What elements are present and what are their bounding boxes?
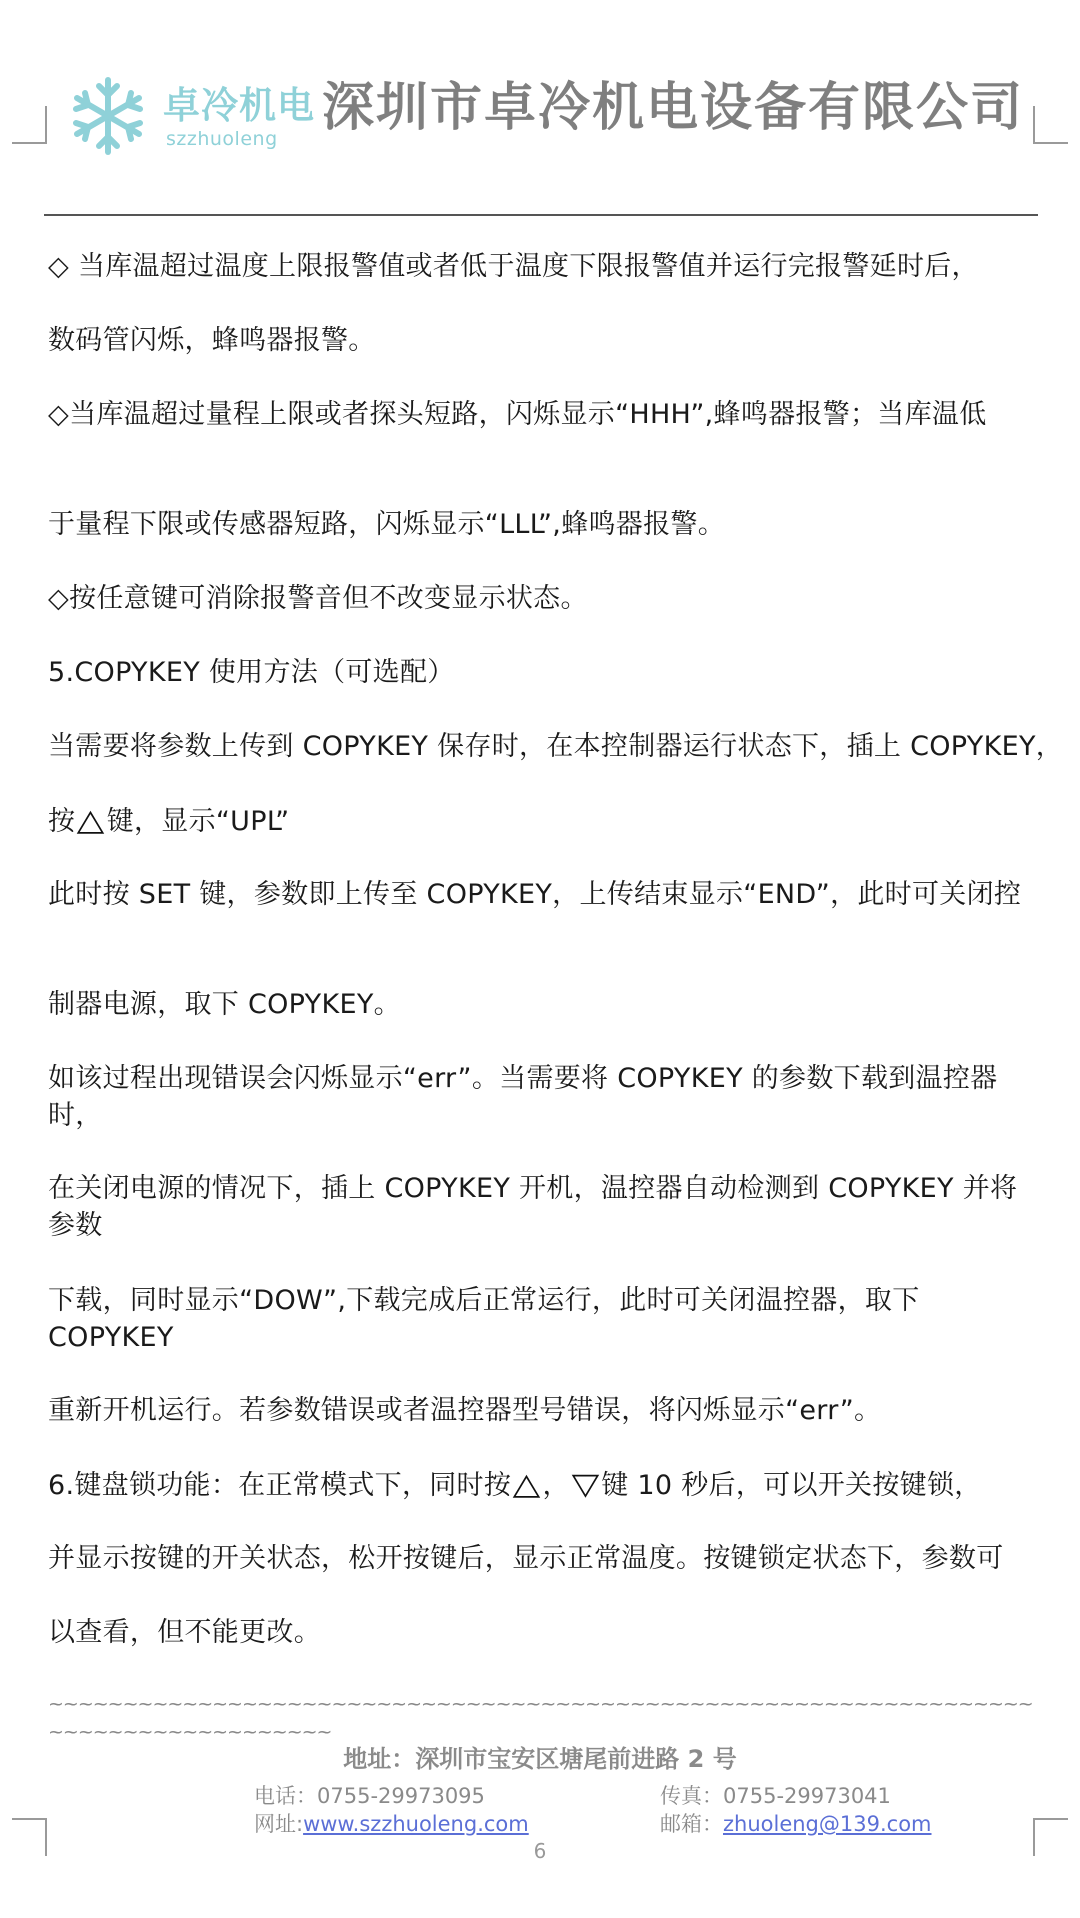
separator-line: ~~~~~~~~~~~~~~~~~~~~~~~~~~~~~~~~~~~~~~~~~~~~~~~~~~~~~~~~~~~~~~~~~~~~~~~~~~~~~~~~~~~~~: [48, 1693, 1033, 1743]
paragraph: [48, 802, 289, 840]
letterhead: [0, 62, 1080, 162]
snowflake-icon: [68, 76, 148, 156]
paragraph: 制器电源，取下 COPYKEY。: [48, 989, 401, 1020]
paragraph: 以查看，但不能更改。: [48, 1617, 321, 1648]
text: 6.键盘锁功能：在正常模式下，同时按: [48, 1470, 512, 1501]
section-heading: [48, 1466, 982, 1504]
website-label: 网址:: [254, 1812, 304, 1836]
paragraph: 当需要将参数上传到 COPYKEY 保存时，在本控制器运行状态下，插上 COPYKEY，: [48, 731, 1064, 762]
text: 键 10 秒后，可以开关按键锁，: [601, 1470, 982, 1501]
paragraph: ◇当库温超过量程上限或者探头短路，闪烁显示“HHH”,蜂鸣器报警；当库温低: [48, 399, 987, 430]
page-number: 6: [533, 1839, 547, 1863]
text: ，: [542, 1470, 570, 1501]
address: 地址：深圳市宝安区塘尾前进路 2 号: [343, 1745, 737, 1773]
email-row: [660, 1810, 932, 1838]
website-row: [254, 1810, 529, 1838]
text: 按: [48, 806, 76, 837]
paragraph: 如该过程出现错误会闪烁显示“err”。当需要将 COPYKEY 的参数下载到温控器时，: [48, 1063, 998, 1131]
paragraph: 数码管闪烁，蜂鸣器报警。: [48, 325, 376, 356]
email-link[interactable]: zhuoleng@139.com: [723, 1812, 932, 1836]
paragraph: 此时按 SET 键，参数即上传至 COPYKEY，上传结束显示“END”，此时可关闭控: [48, 879, 1022, 910]
paragraph: 于量程下限或传感器短路，闪烁显示“LLL”,蜂鸣器报警。: [48, 509, 725, 540]
up-arrow-icon: △: [76, 803, 106, 838]
paragraph: 重新开机运行。若参数错误或者温控器型号错误，将闪烁显示“err”。: [48, 1395, 882, 1426]
website-link[interactable]: www.szzhuoleng.com: [303, 1812, 529, 1836]
paragraph: 下载，同时显示“DOW”,下载完成后正常运行，此时可关闭温控器，取下 COPYKEY: [48, 1285, 920, 1353]
paragraph: 并显示按键的开关状态，松开按键后，显示正常温度。按键锁定状态下，参数可: [48, 1543, 1004, 1574]
brand-subtitle: szzhuoleng: [166, 128, 278, 150]
paragraph: ◇ 当库温超过温度上限报警值或者低于温度下限报警值并运行完报警延时后，: [48, 251, 979, 282]
paragraph: 在关闭电源的情况下，插上 COPYKEY 开机，温控器自动检测到 COPYKEY 并将参数: [48, 1173, 1018, 1241]
up-arrow-icon: △: [512, 1467, 541, 1502]
section-heading: 5.COPYKEY 使用方法（可选配）: [48, 657, 455, 688]
fax: 传真：0755-29973041: [660, 1784, 891, 1808]
text: 键，显示“UPL”: [106, 806, 290, 837]
paragraph: ◇按任意键可消除报警音但不改变显示状态。: [48, 583, 588, 614]
phone: 电话：0755-29973095: [254, 1784, 485, 1808]
email-label: 邮箱：: [660, 1812, 723, 1836]
company-name: 深圳市卓冷机电设备有限公司: [322, 78, 1025, 138]
header-divider: [44, 214, 1038, 216]
brand-name: 卓冷机电: [163, 84, 315, 127]
down-arrow-icon: ▽: [571, 1467, 600, 1502]
